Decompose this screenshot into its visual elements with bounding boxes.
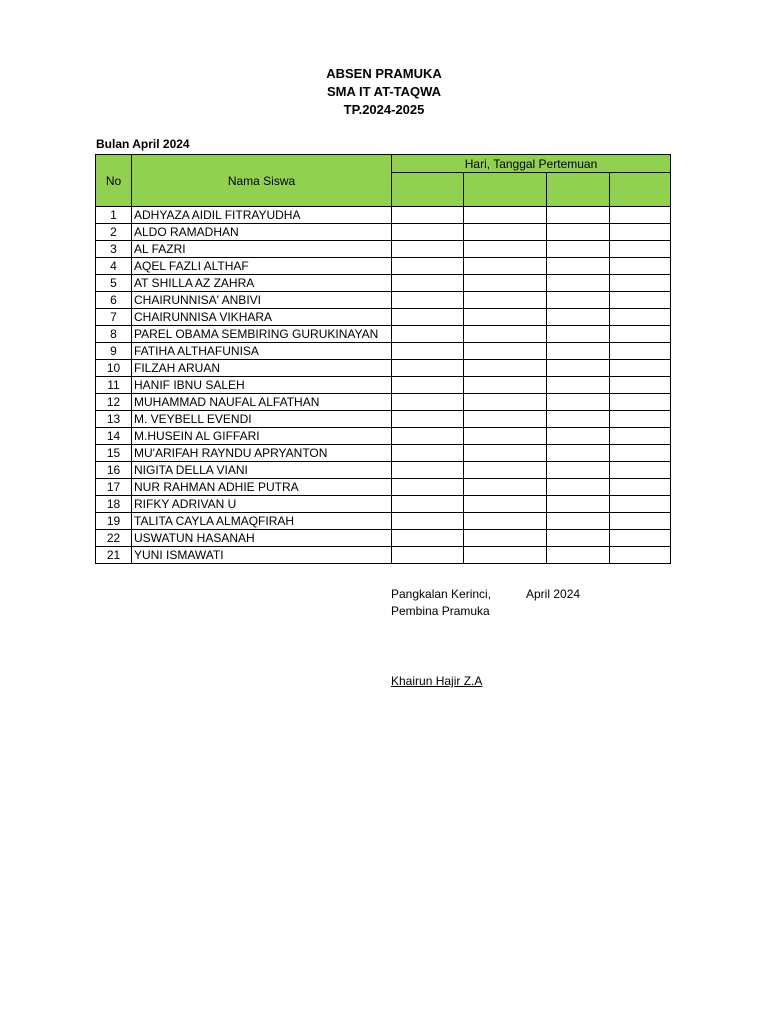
attendance-cell[interactable] [464, 445, 547, 462]
student-name: MU'ARIFAH RAYNDU APRYANTON [132, 445, 392, 462]
table-row [96, 411, 671, 428]
student-name: M.HUSEIN AL GIFFARI [132, 428, 392, 445]
signer-name: Khairun Hajir Z.A [391, 674, 483, 688]
student-name: RIFKY ADRIVAN U [132, 496, 392, 513]
column-header-meeting-dates: Hari, Tanggal Pertemuan [392, 155, 671, 173]
attendance-cell[interactable] [464, 258, 547, 275]
attendance-cell[interactable] [464, 394, 547, 411]
attendance-cell[interactable] [392, 530, 464, 547]
attendance-cell[interactable] [464, 530, 547, 547]
attendance-cell[interactable] [547, 275, 610, 292]
table-row [96, 530, 671, 547]
attendance-cell[interactable] [392, 462, 464, 479]
attendance-cell[interactable] [610, 496, 671, 513]
attendance-cell[interactable] [547, 445, 610, 462]
attendance-cell[interactable] [464, 326, 547, 343]
student-name: FATIHA ALTHAFUNISA [132, 343, 392, 360]
meeting-date-3[interactable] [547, 173, 610, 207]
student-number: 19 [96, 513, 132, 530]
attendance-cell[interactable] [610, 479, 671, 496]
attendance-cell[interactable] [464, 360, 547, 377]
meeting-date-1[interactable] [392, 173, 464, 207]
attendance-cell[interactable] [464, 207, 547, 224]
attendance-cell[interactable] [392, 241, 464, 258]
attendance-cell[interactable] [547, 513, 610, 530]
student-name: CHAIRUNNISA VIKHARA [132, 309, 392, 326]
student-number: 10 [96, 360, 132, 377]
student-number: 14 [96, 428, 132, 445]
attendance-cell[interactable] [547, 428, 610, 445]
student-number: 8 [96, 326, 132, 343]
attendance-cell[interactable] [547, 292, 610, 309]
meeting-date-2[interactable] [464, 173, 547, 207]
school-name: SMA IT AT-TAQWA [326, 84, 442, 99]
attendance-cell[interactable] [392, 411, 464, 428]
table-row [96, 377, 671, 394]
attendance-cell[interactable] [547, 241, 610, 258]
student-name: FILZAH ARUAN [132, 360, 392, 377]
student-number: 3 [96, 241, 132, 258]
attendance-cell[interactable] [547, 343, 610, 360]
attendance-cell[interactable] [547, 224, 610, 241]
attendance-cell[interactable] [610, 292, 671, 309]
attendance-cell[interactable] [392, 360, 464, 377]
student-name: CHAIRUNNISA' ANBIVI [132, 292, 392, 309]
student-number: 17 [96, 479, 132, 496]
attendance-cell[interactable] [464, 411, 547, 428]
attendance-cell[interactable] [610, 360, 671, 377]
attendance-cell[interactable] [392, 309, 464, 326]
attendance-cell[interactable] [610, 445, 671, 462]
table-row [96, 309, 671, 326]
attendance-cell[interactable] [547, 258, 610, 275]
attendance-cell[interactable] [547, 547, 610, 564]
signature-place: Pangkalan Kerinci, [391, 587, 492, 601]
table-row [96, 207, 671, 224]
student-number: 11 [96, 377, 132, 394]
student-name: USWATUN HASANAH [132, 530, 392, 547]
attendance-cell[interactable] [610, 241, 671, 258]
attendance-cell[interactable] [547, 207, 610, 224]
attendance-cell[interactable] [464, 462, 547, 479]
attendance-cell[interactable] [392, 275, 464, 292]
table-row [96, 258, 671, 275]
attendance-cell[interactable] [610, 224, 671, 241]
attendance-cell[interactable] [392, 377, 464, 394]
student-rows [96, 207, 671, 564]
attendance-cell[interactable] [547, 394, 610, 411]
attendance-cell[interactable] [392, 496, 464, 513]
attendance-cell[interactable] [610, 462, 671, 479]
month-label: Bulan April 2024 [96, 137, 190, 151]
attendance-cell[interactable] [392, 513, 464, 530]
attendance-cell[interactable] [547, 530, 610, 547]
table-row [96, 547, 671, 564]
attendance-cell[interactable] [610, 547, 671, 564]
student-number: 13 [96, 411, 132, 428]
student-name: ALDO RAMADHAN [132, 224, 392, 241]
table-row [96, 479, 671, 496]
attendance-cell[interactable] [547, 411, 610, 428]
attendance-cell[interactable] [610, 275, 671, 292]
table-row [96, 394, 671, 411]
attendance-cell[interactable] [610, 258, 671, 275]
signature-date: April 2024 [526, 587, 581, 601]
attendance-cell[interactable] [547, 496, 610, 513]
table-row [96, 462, 671, 479]
student-name: TALITA CAYLA ALMAQFIRAH [132, 513, 392, 530]
attendance-cell[interactable] [464, 224, 547, 241]
attendance-cell[interactable] [464, 292, 547, 309]
table-row [96, 343, 671, 360]
meeting-date-4[interactable] [610, 173, 671, 207]
attendance-table [95, 154, 671, 564]
attendance-cell[interactable] [392, 445, 464, 462]
attendance-cell[interactable] [464, 428, 547, 445]
student-name: NUR RAHMAN ADHIE PUTRA [132, 479, 392, 496]
student-name: PAREL OBAMA SEMBIRING GURUKINAYAN [132, 326, 392, 343]
attendance-cell[interactable] [610, 428, 671, 445]
attendance-cell[interactable] [392, 292, 464, 309]
student-number: 6 [96, 292, 132, 309]
attendance-cell[interactable] [392, 428, 464, 445]
table-row [96, 428, 671, 445]
attendance-cell[interactable] [610, 309, 671, 326]
table-row [96, 496, 671, 513]
attendance-cell[interactable] [610, 343, 671, 360]
table-row [96, 326, 671, 343]
attendance-cell[interactable] [610, 394, 671, 411]
student-number: 15 [96, 445, 132, 462]
student-number: 22 [96, 530, 132, 547]
attendance-cell[interactable] [464, 241, 547, 258]
table-row [96, 292, 671, 309]
attendance-cell[interactable] [610, 530, 671, 547]
attendance-cell[interactable] [547, 360, 610, 377]
table-row [96, 241, 671, 258]
student-number: 5 [96, 275, 132, 292]
attendance-cell[interactable] [464, 513, 547, 530]
document-title: ABSEN PRAMUKA [326, 66, 442, 81]
table-row [96, 513, 671, 530]
attendance-cell[interactable] [547, 462, 610, 479]
attendance-cell[interactable] [392, 394, 464, 411]
attendance-cell[interactable] [464, 479, 547, 496]
table-row [96, 445, 671, 462]
attendance-cell[interactable] [392, 326, 464, 343]
school-year: TP.2024-2025 [343, 102, 425, 117]
attendance-cell[interactable] [392, 258, 464, 275]
student-number: 12 [96, 394, 132, 411]
student-name: YUNI ISMAWATI [132, 547, 392, 564]
student-number: 7 [96, 309, 132, 326]
column-header-no: No [96, 155, 132, 207]
student-number: 1 [96, 207, 132, 224]
attendance-cell[interactable] [392, 224, 464, 241]
attendance-cell[interactable] [547, 309, 610, 326]
attendance-cell[interactable] [464, 547, 547, 564]
student-number: 16 [96, 462, 132, 479]
attendance-cell[interactable] [464, 309, 547, 326]
attendance-cell[interactable] [610, 513, 671, 530]
attendance-cell[interactable] [392, 343, 464, 360]
attendance-cell[interactable] [610, 326, 671, 343]
signature-role: Pembina Pramuka [391, 604, 490, 618]
attendance-cell[interactable] [610, 377, 671, 394]
attendance-cell[interactable] [610, 411, 671, 428]
student-name: AT SHILLA AZ ZAHRA [132, 275, 392, 292]
student-name: HANIF IBNU SALEH [132, 377, 392, 394]
table-row [96, 224, 671, 241]
attendance-cell[interactable] [464, 343, 547, 360]
student-name: MUHAMMAD NAUFAL ALFATHAN [132, 394, 392, 411]
column-header-name: Nama Siswa [132, 155, 392, 207]
student-name: ADHYAZA AIDIL FITRAYUDHA [132, 207, 392, 224]
student-number: 21 [96, 547, 132, 564]
student-number: 4 [96, 258, 132, 275]
attendance-cell[interactable] [392, 207, 464, 224]
attendance-cell[interactable] [547, 326, 610, 343]
attendance-cell[interactable] [392, 479, 464, 496]
student-name: NIGITA DELLA VIANI [132, 462, 392, 479]
student-name: AL FAZRI [132, 241, 392, 258]
student-number: 18 [96, 496, 132, 513]
attendance-cell[interactable] [464, 275, 547, 292]
attendance-cell[interactable] [547, 479, 610, 496]
attendance-cell[interactable] [392, 547, 464, 564]
table-row [96, 275, 671, 292]
attendance-cell[interactable] [464, 496, 547, 513]
attendance-cell[interactable] [547, 377, 610, 394]
student-name: M. VEYBELL EVENDI [132, 411, 392, 428]
attendance-cell[interactable] [464, 377, 547, 394]
student-number: 2 [96, 224, 132, 241]
attendance-cell[interactable] [610, 207, 671, 224]
student-name: AQEL FAZLI ALTHAF [132, 258, 392, 275]
student-number: 9 [96, 343, 132, 360]
table-row [96, 360, 671, 377]
